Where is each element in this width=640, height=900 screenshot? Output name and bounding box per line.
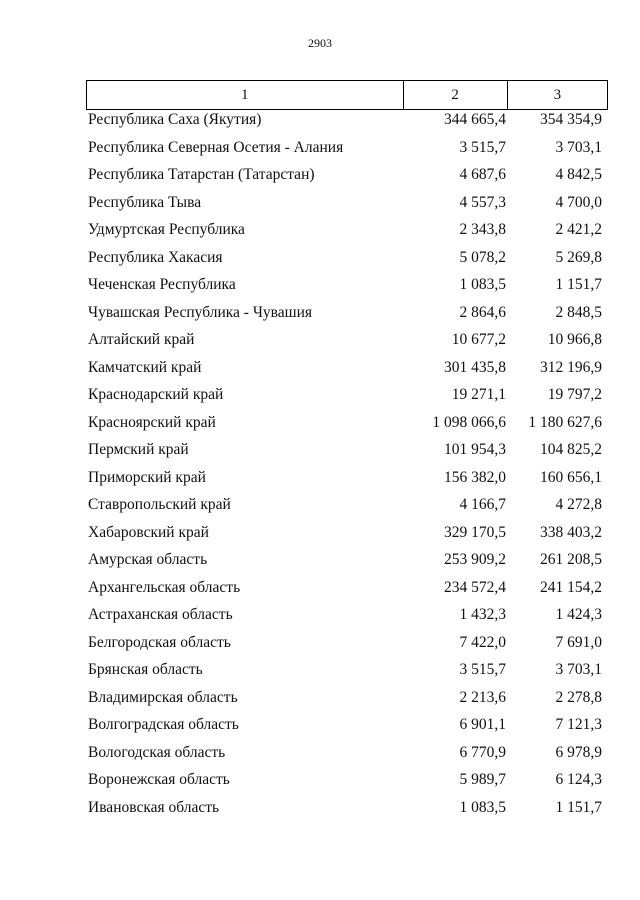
value-col3-cell: 104 825,2 [540,441,602,458]
value-col2-cell: 19 271,1 [451,386,506,403]
value-col3-cell: 354 354,9 [540,111,602,128]
value-col3-cell: 19 797,2 [547,386,602,403]
value-col2-cell: 2 213,6 [459,688,506,706]
region-name-cell: Республика Хакасия [88,248,223,266]
value-col2-cell: 2 343,8 [459,221,506,238]
table-row [88,629,608,657]
region-name-cell: Удмуртская Республика [88,221,245,238]
value-col3-cell: 6 978,9 [555,743,602,761]
region-name-cell: Чеченская Республика [88,276,236,293]
value-col2-cell: 7 422,0 [459,633,506,651]
region-name-cell: Республика Татарстан (Татарстан) [88,166,315,183]
table-row [88,574,608,602]
region-name-cell: Белгородская область [88,633,231,651]
region-name-cell: Алтайский край [88,331,195,348]
value-col3-cell: 312 196,9 [540,358,602,376]
table-row [88,601,608,629]
value-col3-cell: 10 966,8 [547,331,602,348]
value-col3-cell: 6 124,3 [555,771,602,788]
value-col2-cell: 3 515,7 [459,138,506,156]
table-row [88,216,608,244]
value-col3-cell: 5 269,8 [555,248,602,266]
table-row [88,436,608,464]
region-name-cell: Вологодская область [88,743,226,761]
value-col2-cell: 234 572,4 [444,578,506,596]
region-name-cell: Республика Саха (Якутия) [88,111,262,128]
value-col3-cell: 4 700,0 [555,193,602,211]
value-col2-cell: 2 864,6 [459,303,506,321]
table-row [88,766,608,794]
value-col3-cell: 2 421,2 [555,221,602,238]
table-row [88,161,608,189]
region-name-cell: Чувашская Республика - Чувашия [88,303,313,321]
value-col2-cell: 156 382,0 [444,468,506,486]
table-row [88,106,608,134]
value-col2-cell: 1 083,5 [459,276,506,293]
region-name-cell: Астраханская область [88,606,233,623]
region-name-cell: Камчатский край [88,358,202,376]
value-col3-cell: 261 208,5 [540,551,602,568]
table-row [88,684,608,712]
region-name-cell: Краснодарский край [88,386,224,403]
value-col3-cell: 3 703,1 [555,138,602,156]
table-row [88,189,608,217]
value-col2-cell: 253 909,2 [444,551,506,568]
value-col3-cell: 4 272,8 [555,496,602,513]
value-col2-cell: 3 515,7 [459,661,506,678]
table-body [88,106,608,821]
value-col3-cell: 160 656,1 [540,468,602,486]
table-row [88,519,608,547]
table-row [88,299,608,327]
value-col2-cell: 301 435,8 [444,358,506,376]
value-col2-cell: 1 083,5 [459,798,506,816]
value-col2-cell: 344 665,4 [444,111,506,128]
table-row [88,491,608,519]
column-header-2: 2 [403,81,507,110]
value-col2-cell: 4 166,7 [459,496,506,513]
region-name-cell: Волгоградская область [88,716,239,733]
table-row [88,711,608,739]
region-name-cell: Воронежская область [88,771,230,788]
value-col3-cell: 1 424,3 [555,606,602,623]
value-col3-cell: 1 151,7 [555,276,602,293]
region-name-cell: Владимирская область [88,688,238,706]
table-row [88,381,608,409]
value-col2-cell: 5 989,7 [459,771,506,788]
value-col3-cell: 7 691,0 [555,633,602,651]
region-name-cell: Ставропольский край [88,496,231,513]
region-name-cell: Приморский край [88,468,206,486]
value-col2-cell: 5 078,2 [459,248,506,266]
region-name-cell: Хабаровский край [88,523,209,541]
column-header-1: 1 [87,81,404,110]
value-col2-cell: 329 170,5 [444,523,506,541]
value-col3-cell: 2 278,8 [555,688,602,706]
region-name-cell: Ивановская область [88,798,220,816]
region-name-cell: Республика Тыва [88,193,202,211]
table-row [88,409,608,437]
value-col2-cell: 1 432,3 [459,606,506,623]
table-row [88,546,608,574]
region-name-cell: Брянская область [88,661,203,678]
table-row [88,326,608,354]
value-col3-cell: 338 403,2 [540,523,602,541]
region-name-cell: Красноярский край [88,413,216,431]
table-row [88,271,608,299]
region-name-cell: Пермский край [88,441,189,458]
value-col3-cell: 7 121,3 [555,716,602,733]
value-col2-cell: 6 770,9 [459,743,506,761]
value-col3-cell: 3 703,1 [555,661,602,678]
value-col2-cell: 4 687,6 [459,166,506,183]
region-name-cell: Амурская область [88,551,208,568]
region-name-cell: Республика Северная Осетия - Алания [88,138,344,156]
page-number: 2903 [308,36,332,50]
value-col3-cell: 1 151,7 [555,798,602,816]
value-col3-cell: 1 180 627,6 [528,413,602,431]
value-col2-cell: 101 954,3 [444,441,506,458]
table-row [88,244,608,272]
value-col2-cell: 4 557,3 [459,193,506,211]
table-row [88,739,608,767]
value-col3-cell: 2 848,5 [555,303,602,321]
region-name-cell: Архангельская область [88,578,241,596]
value-col2-cell: 6 901,1 [459,716,506,733]
table-row [88,464,608,492]
value-col3-cell: 4 842,5 [555,166,602,183]
value-col3-cell: 241 154,2 [540,578,602,596]
table-row [88,134,608,162]
table-row [88,656,608,684]
value-col2-cell: 10 677,2 [451,331,506,348]
table-row [88,794,608,822]
value-col2-cell: 1 098 066,6 [432,413,506,431]
table-row [88,354,608,382]
column-header-3: 3 [507,81,607,110]
